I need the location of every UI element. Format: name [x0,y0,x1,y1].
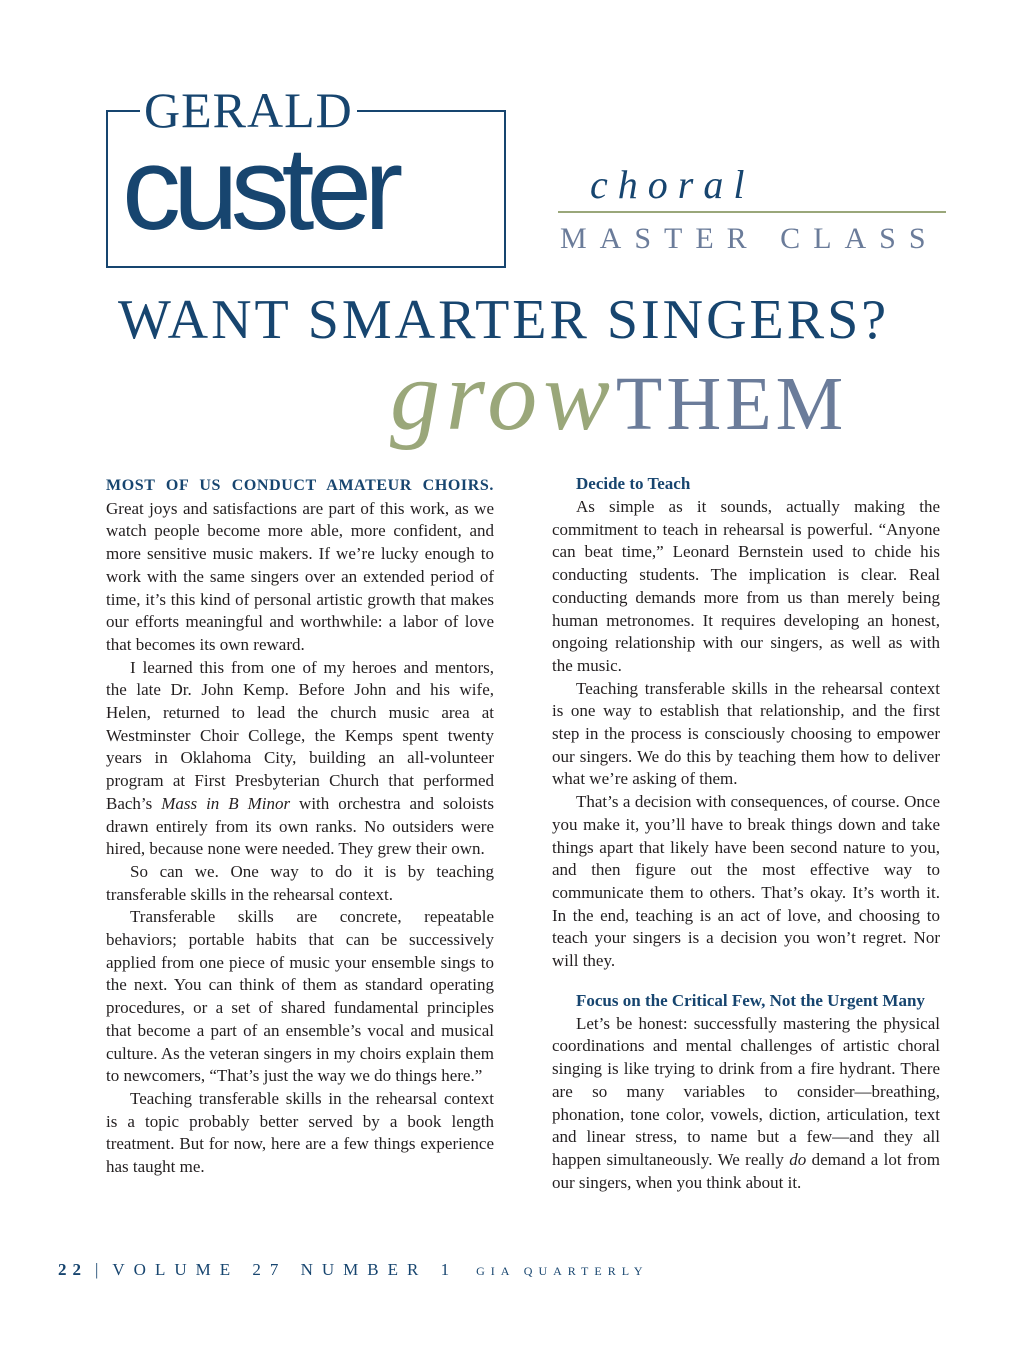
paragraph [552,1013,940,1195]
article-headline: WANT SMARTER SINGERS? [118,289,890,351]
series-title-top: choral [590,162,755,207]
article-subheadline [390,340,848,475]
italic-title: Mass in B Minor [161,793,291,813]
lead-in: MOST OF US CONDUCT AMATEUR CHOIRS. [106,477,494,494]
left-column [106,474,494,1179]
section-gap [552,973,940,989]
right-column [552,472,940,1194]
headline-them-word: THEM [615,362,848,446]
paragraph: Teaching transferable skills in the rehearsal context is a topic probably better served by a book length treatment. But for now, here are a few things experience has taught me. [106,1088,494,1177]
italic-emphasis: do [789,1149,807,1169]
author-first-name: GERALD [140,80,357,140]
paragraph: That’s a decision with consequences, of course. Once you make it, you’ll have to break things down and take things apart that likely have been second nature to you, and then figure out the most effective way to communicate them to others. That’s okay. It’s worth it. In the end, teaching is an act of love, and choosing to teach your singers is a decision you won’t regret. Nor will they. [552,792,940,971]
paragraph-text: Great joys and satisfactions are part of this work, as we watch people become more able, more confident, and more sensitive music makers. If we’re lucky enough to work with the same singers over an extended period of time, it’s this kind of personal artistic growth that makes our efforts meaningful and worthwhile: a labor of love that becomes its own reward. [106,498,494,654]
paragraph: So can we. One way to do it is by teaching transferable skills in the rehearsal context. [106,861,494,904]
series-divider [558,211,946,213]
page-footer [58,1260,649,1280]
paragraph: Transferable skills are concrete, repeatable behaviors; portable habits that can be successively applied from one piece of music your ensemble sings to the next. You can think of them as standard operating procedures, or a set of shared fundamental principles that become a part of an ensemble’s vocal and musical culture. As the veteran singers in my choirs explain them to newcomers, “That’s just the way we do things here.” [106,907,494,1086]
footer-separator: | [95,1260,99,1279]
paragraph [106,474,494,657]
volume-info: VOLUME 27 NUMBER 1 [112,1260,459,1279]
paragraph-text: demand a lot from our singers, when you think about it. [552,1149,941,1192]
headline-grow-word: grow [390,340,616,451]
section-heading: Focus on the Critical Few, Not the Urgent Many [576,990,925,1010]
paragraph: As simple as it sounds, actually making the commitment to teach in rehearsal is powerful. “Anyone can beat time,” Leonard Bernstein used to chide his conducting students. The implication is clear. Real conducting demands more from us than merely being human metronomes. It requires developing an honest, ongoing relationship with our singers, as well as with the music. [552,497,940,675]
page-number: 22 [58,1260,87,1279]
paragraph-text: I learned this from one of my heroes and mentors, the late Dr. John Kemp. Before John and his wife, Helen, returned to lead the church music area at Westminster Choir College, the Kemps spent twenty years in Oklahoma City, building an all-volunteer program at First Presbyterian Church that performed Bach’s [106,657,494,813]
series-title-bottom: MASTER CLASS [560,222,939,255]
paragraph-text: Let’s be honest: successfully mastering the physical coordinations and mental challenges of artistic choral singing is like trying to drink from a fire hydrant. There are so many variables to consider—breathing, phonation, tone color, vowels, diction, articulation, text and linear stress, to name but a few—and they all happen simultaneously. We really [552,1013,940,1169]
publication-name: GIA QUARTERLY [476,1264,649,1278]
paragraph [106,657,494,861]
paragraph-text: with orchestra and soloists drawn entirely from its own ranks. No outsiders were hired, because none were needed. They grew their own. [106,793,494,859]
paragraph: Teaching transferable skills in the rehearsal context is one way to establish that relationship, and the first step in the process is consciously choosing to empower our singers. We do this by teaching them how to deliver what we’re asking of them. [552,678,940,789]
section-heading: Decide to Teach [576,474,691,493]
author-last-name: custer [122,123,396,255]
